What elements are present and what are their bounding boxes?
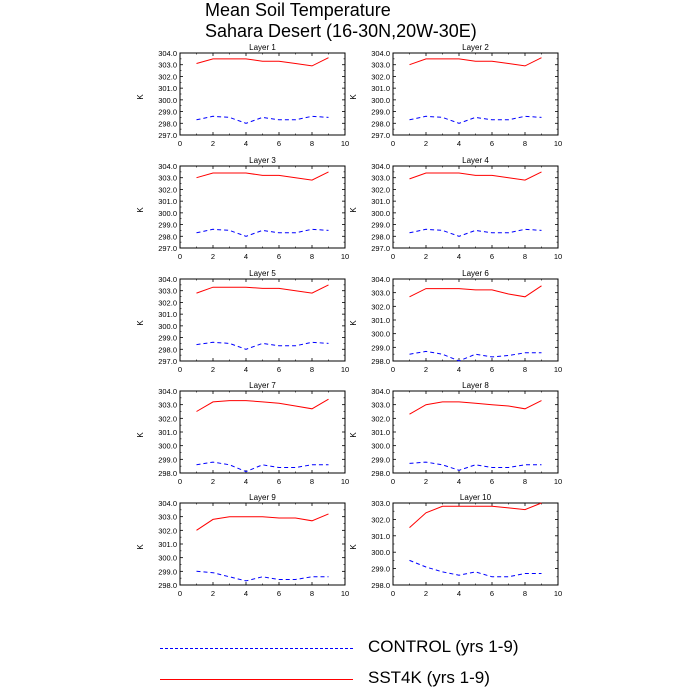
y-tick-label: 299.0: [158, 333, 177, 343]
y-tick-label: 300.0: [158, 95, 177, 105]
y-tick-label: 297.0: [158, 244, 177, 253]
legend: [160, 636, 560, 696]
y-tick-label: 298.0: [158, 119, 177, 129]
y-tick-label: 302.0: [371, 515, 390, 525]
legend-swatch-control: [160, 648, 353, 649]
chart-layer-6: [349, 269, 562, 374]
y-axis-label: K: [136, 320, 145, 326]
y-tick-label: 298.0: [371, 581, 390, 590]
plot-title: Layer 6: [462, 269, 489, 278]
y-tick-label: 303.0: [371, 288, 390, 298]
x-tick-label: 4: [456, 589, 462, 598]
y-tick-label: 298.0: [371, 232, 390, 242]
y-tick-label: 300.0: [371, 329, 390, 339]
y-tick-label: 299.0: [371, 343, 390, 353]
x-tick-label: 2: [423, 477, 429, 486]
y-tick-label: 297.0: [371, 131, 390, 140]
x-tick-label: 0: [177, 477, 183, 486]
x-tick-label: 10: [553, 477, 563, 486]
plot-title: Layer 7: [249, 381, 276, 390]
y-tick-label: 302.0: [371, 414, 390, 424]
x-tick-label: 10: [553, 365, 563, 374]
y-tick-label: 304.0: [158, 387, 177, 396]
x-tick-label: 6: [489, 365, 495, 374]
y-tick-label: 298.0: [371, 357, 390, 366]
plot-frame: [180, 166, 345, 248]
x-tick-label: 0: [390, 139, 396, 148]
x-tick-label: 4: [243, 589, 249, 598]
chart-layer-10: [349, 493, 562, 598]
chart-layer-7: [136, 381, 349, 486]
y-tick-label: 300.0: [371, 208, 390, 218]
x-tick-label: 8: [522, 477, 528, 486]
series-line-sst4k: [197, 285, 329, 293]
x-tick-label: 2: [210, 365, 216, 374]
x-tick-label: 10: [340, 252, 350, 261]
y-tick-label: 303.0: [158, 173, 177, 183]
x-tick-label: 8: [309, 365, 315, 374]
series-line-sst4k: [410, 286, 542, 297]
chart-layer-5: [136, 269, 349, 374]
y-tick-label: 301.0: [371, 316, 390, 325]
y-tick-label: 299.0: [371, 564, 390, 574]
series-line-control: [197, 116, 329, 123]
series-line-control: [410, 229, 542, 236]
series-line-sst4k: [410, 58, 542, 66]
x-tick-label: 2: [423, 589, 429, 598]
y-tick-label: 303.0: [158, 286, 177, 296]
series-line-sst4k: [197, 399, 329, 411]
plot-title: Layer 8: [462, 381, 489, 390]
plot-frame: [393, 53, 558, 135]
chart-layer-8: [349, 381, 562, 486]
y-tick-label: 302.0: [158, 72, 177, 82]
y-tick-label: 300.0: [158, 441, 177, 451]
y-tick-label: 304.0: [158, 499, 177, 508]
series-line-sst4k: [197, 172, 329, 180]
x-tick-label: 4: [243, 252, 249, 261]
y-tick-label: 303.0: [158, 400, 177, 410]
y-tick-label: 304.0: [158, 275, 177, 284]
y-tick-label: 303.0: [158, 60, 177, 70]
x-tick-label: 6: [489, 139, 495, 148]
x-tick-label: 6: [489, 252, 495, 261]
series-line-control: [410, 560, 542, 576]
x-tick-label: 0: [177, 365, 183, 374]
y-tick-label: 299.0: [158, 567, 177, 577]
x-tick-label: 6: [489, 589, 495, 598]
series-line-sst4k: [197, 514, 329, 530]
y-tick-label: 303.0: [371, 173, 390, 183]
x-tick-label: 10: [340, 477, 350, 486]
x-tick-label: 8: [522, 139, 528, 148]
y-tick-label: 301.0: [371, 428, 390, 437]
y-tick-label: 304.0: [371, 49, 390, 58]
y-axis-label: K: [349, 432, 358, 438]
y-tick-label: 301.0: [158, 428, 177, 437]
plot-frame: [393, 503, 558, 585]
series-line-control: [197, 462, 329, 472]
series-line-control: [197, 342, 329, 349]
x-tick-label: 4: [456, 365, 462, 374]
series-line-control: [197, 571, 329, 581]
y-axis-label: K: [349, 544, 358, 550]
x-tick-label: 0: [390, 589, 396, 598]
plot-title: Layer 1: [249, 43, 276, 52]
chart-layer-9: [136, 493, 349, 598]
plot-frame: [180, 279, 345, 361]
plot-title: Layer 5: [249, 269, 276, 278]
y-tick-label: 304.0: [371, 275, 390, 284]
x-tick-label: 2: [210, 252, 216, 261]
chart-layer-4: [349, 156, 562, 261]
x-tick-label: 2: [423, 365, 429, 374]
plot-frame: [393, 166, 558, 248]
y-tick-label: 301.0: [158, 540, 177, 549]
y-tick-label: 304.0: [371, 387, 390, 396]
plot-title: Layer 2: [462, 43, 489, 52]
chart-layer-1: [136, 43, 349, 148]
y-tick-label: 301.0: [158, 84, 177, 94]
y-tick-label: 303.0: [371, 60, 390, 70]
x-tick-label: 10: [340, 589, 350, 598]
y-tick-label: 300.0: [371, 95, 390, 105]
x-tick-label: 2: [423, 139, 429, 148]
y-tick-label: 302.0: [158, 298, 177, 308]
x-tick-label: 10: [553, 139, 563, 148]
y-tick-label: 304.0: [158, 49, 177, 58]
x-tick-label: 0: [177, 139, 183, 148]
plot-title: Layer 10: [459, 493, 492, 502]
x-tick-label: 8: [522, 589, 528, 598]
y-tick-label: 299.0: [158, 455, 177, 465]
y-tick-label: 304.0: [371, 162, 390, 171]
y-tick-label: 302.0: [158, 185, 177, 195]
x-tick-label: 0: [390, 477, 396, 486]
y-tick-label: 300.0: [158, 321, 177, 331]
y-tick-label: 302.0: [158, 526, 177, 536]
x-tick-label: 4: [243, 365, 249, 374]
y-tick-label: 297.0: [158, 131, 177, 140]
plot-frame: [180, 503, 345, 585]
y-tick-label: 300.0: [371, 441, 390, 451]
x-tick-label: 8: [309, 589, 315, 598]
y-tick-label: 302.0: [371, 72, 390, 82]
y-tick-label: 302.0: [371, 185, 390, 195]
series-line-control: [410, 116, 542, 123]
plot-frame: [180, 53, 345, 135]
legend-swatch-sst4k: [160, 679, 353, 680]
x-tick-label: 6: [276, 139, 282, 148]
y-tick-label: 299.0: [158, 220, 177, 230]
y-tick-label: 299.0: [371, 220, 390, 230]
x-tick-label: 6: [276, 589, 282, 598]
y-tick-label: 303.0: [371, 400, 390, 410]
y-tick-label: 298.0: [371, 469, 390, 478]
x-tick-label: 2: [423, 252, 429, 261]
y-tick-label: 298.0: [158, 469, 177, 478]
x-tick-label: 0: [177, 252, 183, 261]
plot-title: Layer 9: [249, 493, 276, 502]
series-line-sst4k: [410, 401, 542, 415]
y-axis-label: K: [136, 207, 145, 213]
x-tick-label: 10: [340, 139, 350, 148]
y-axis-label: K: [136, 544, 145, 550]
y-tick-label: 300.0: [158, 553, 177, 563]
y-tick-label: 297.0: [158, 357, 177, 366]
y-tick-label: 300.0: [158, 208, 177, 218]
y-tick-label: 301.0: [371, 531, 390, 541]
x-tick-label: 10: [553, 589, 563, 598]
y-tick-label: 304.0: [158, 162, 177, 171]
y-tick-label: 297.0: [371, 244, 390, 253]
x-tick-label: 8: [309, 139, 315, 148]
plot-title: Layer 3: [249, 156, 276, 165]
y-axis-label: K: [349, 320, 358, 326]
y-tick-label: 301.0: [371, 197, 390, 207]
x-tick-label: 6: [276, 365, 282, 374]
y-tick-label: 303.0: [158, 512, 177, 522]
y-axis-label: K: [349, 94, 358, 100]
y-tick-label: 302.0: [371, 302, 390, 312]
x-tick-label: 10: [553, 252, 563, 261]
x-tick-label: 4: [243, 139, 249, 148]
x-tick-label: 6: [276, 477, 282, 486]
y-axis-label: K: [136, 94, 145, 100]
figure-title-line1: Mean Soil Temperature: [205, 0, 391, 20]
legend-entry-control: [160, 636, 560, 660]
series-line-sst4k: [197, 58, 329, 66]
x-tick-label: 8: [522, 252, 528, 261]
y-tick-label: 301.0: [158, 310, 177, 320]
figure-title-line2: Sahara Desert (16-30N,20W-30E): [205, 21, 477, 41]
y-tick-label: 298.0: [158, 345, 177, 355]
x-tick-label: 4: [243, 477, 249, 486]
x-tick-label: 6: [489, 477, 495, 486]
x-tick-label: 4: [456, 252, 462, 261]
plot-title: Layer 4: [462, 156, 489, 165]
y-axis-label: K: [349, 207, 358, 213]
chart-layer-2: [349, 43, 562, 148]
y-tick-label: 299.0: [371, 455, 390, 465]
x-tick-label: 0: [177, 589, 183, 598]
series-line-sst4k: [410, 172, 542, 180]
x-tick-label: 8: [522, 365, 528, 374]
legend-entry-sst4k: [160, 667, 560, 691]
x-tick-label: 2: [210, 589, 216, 598]
x-tick-label: 0: [390, 365, 396, 374]
x-tick-label: 0: [390, 252, 396, 261]
chart-layer-3: [136, 156, 349, 261]
series-line-sst4k: [410, 503, 542, 528]
y-tick-label: 303.0: [371, 499, 390, 508]
x-tick-label: 6: [276, 252, 282, 261]
y-tick-label: 299.0: [371, 107, 390, 117]
x-tick-label: 4: [456, 139, 462, 148]
y-axis-label: K: [136, 432, 145, 438]
x-tick-label: 4: [456, 477, 462, 486]
y-tick-label: 298.0: [371, 119, 390, 129]
y-tick-label: 298.0: [158, 581, 177, 590]
legend-label-sst4k: SST4K (yrs 1-9): [368, 668, 490, 687]
legend-label-control: CONTROL (yrs 1-9): [368, 637, 519, 656]
x-tick-label: 10: [340, 365, 350, 374]
y-tick-label: 301.0: [158, 197, 177, 207]
series-line-control: [410, 462, 542, 470]
series-line-control: [197, 229, 329, 236]
plot-frame: [180, 391, 345, 473]
x-tick-label: 2: [210, 477, 216, 486]
y-tick-label: 300.0: [371, 548, 390, 558]
x-tick-label: 2: [210, 139, 216, 148]
x-tick-label: 8: [309, 477, 315, 486]
y-tick-label: 301.0: [371, 84, 390, 94]
y-tick-label: 299.0: [158, 107, 177, 117]
y-tick-label: 298.0: [158, 232, 177, 242]
y-tick-label: 302.0: [158, 414, 177, 424]
x-tick-label: 8: [309, 252, 315, 261]
